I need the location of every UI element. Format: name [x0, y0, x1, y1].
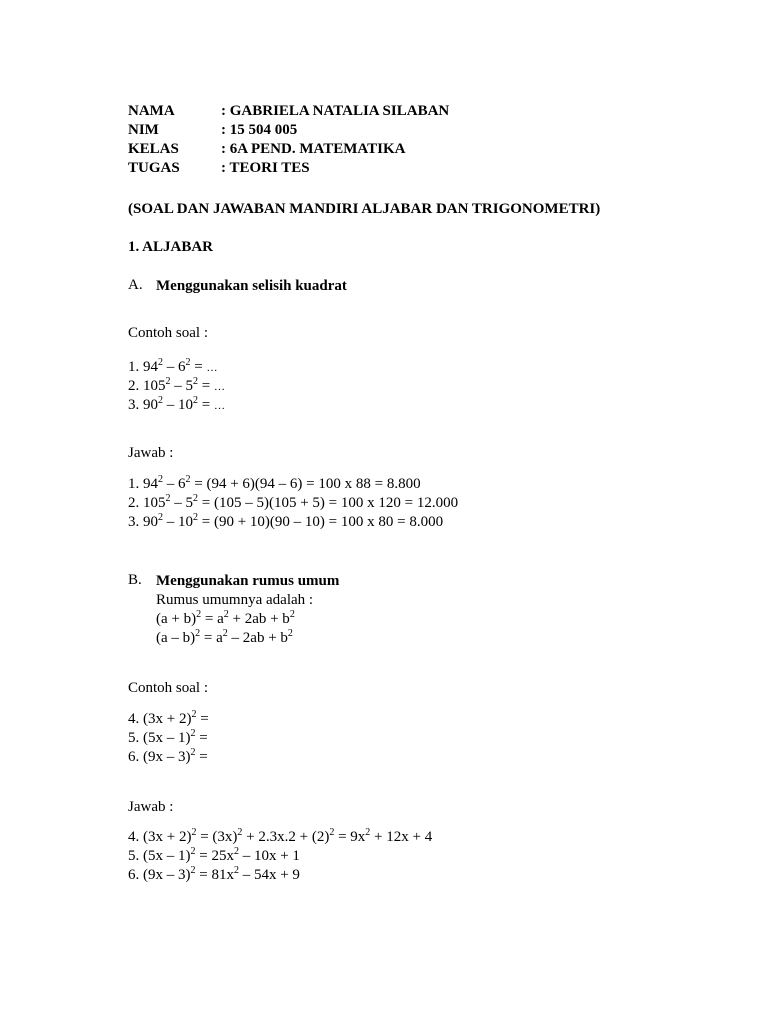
part-b-title: Menggunakan rumus umum [156, 573, 340, 589]
part-a-title: Menggunakan selisih kuadrat [156, 278, 347, 294]
jawab-line-4: 4. $(3x + 2)^2 = (3x)^2 + 2.3x.2 + (2)^2 = 9x^2 + 12x + 4$ [128, 827, 433, 845]
soal-line-2: 2. $105^2 - 5^2$ = … [128, 376, 225, 394]
tugas-value: : TEORI TES [221, 160, 310, 176]
part-b-letter: B. [128, 572, 142, 588]
section-title-aljabar: 1. ALJABAR [128, 239, 214, 255]
rumus-intro: Rumus umumnya adalah : [156, 592, 314, 608]
jawab-line-1: 1. $94^2 - 6^2 = (94 + 6)(94 - 6) = 100$ x 88 = 8.800 [128, 474, 421, 492]
soal-line-1: 1. $94^2 - 6^2$ = … [128, 357, 218, 375]
jawab-line-6: 6. $(9x - 3)^2 = 81x^2 - 54x + 9$ [128, 865, 300, 883]
soal-line-5: 5. (5x – 1)$^2$ = [128, 728, 208, 746]
rumus-line-2: $(a - b)^2 = a^2 - 2ab + b^2$ [156, 628, 293, 646]
name-value: : GABRIELA NATALIA SILABAN [221, 103, 450, 119]
soal-line-6: 6. (9x – 3)$^2$ = [128, 747, 208, 765]
soal-line-3: 3. $90^2 - 10^2$ = … [128, 395, 225, 413]
part-a-letter: A. [128, 277, 143, 293]
kelas-value: : 6A PEND. MATEMATIKA [221, 141, 406, 157]
document-subtitle: (SOAL DAN JAWABAN MANDIRI ALJABAR DAN TRIGONOMETRI) [128, 201, 601, 217]
name-label: NAMA [128, 103, 175, 119]
jawab-line-2: 2. $105^2 - 5^2 = (105 - 5)(105 + 5) = 100$ x 120 = 12.000 [128, 493, 459, 511]
kelas-label: KELAS [128, 141, 179, 157]
contoh-soal-label-b: Contoh soal : [128, 680, 209, 696]
jawab-label-b: Jawab : [128, 799, 174, 815]
soal-line-4: 4. $(3x + 2)^2$ = [128, 709, 209, 727]
rumus-line-1: $(a + b)^2 = a^2 + 2ab + b^2$ [156, 609, 295, 627]
jawab-label-a: Jawab : [128, 445, 174, 461]
tugas-label: TUGAS [128, 160, 180, 176]
contoh-soal-label-a: Contoh soal : [128, 325, 209, 341]
nim-label: NIM [128, 122, 159, 138]
jawab-line-3: 3. $90^2 - 10^2 = (90 + 10)(90 - 10) = 100$ x 80 = 8.000 [128, 512, 444, 530]
jawab-line-5: 5. $(5x - 1)^2 = 25x^2 - 10x + 1$ [128, 846, 300, 864]
nim-value: : 15 504 005 [221, 122, 298, 138]
